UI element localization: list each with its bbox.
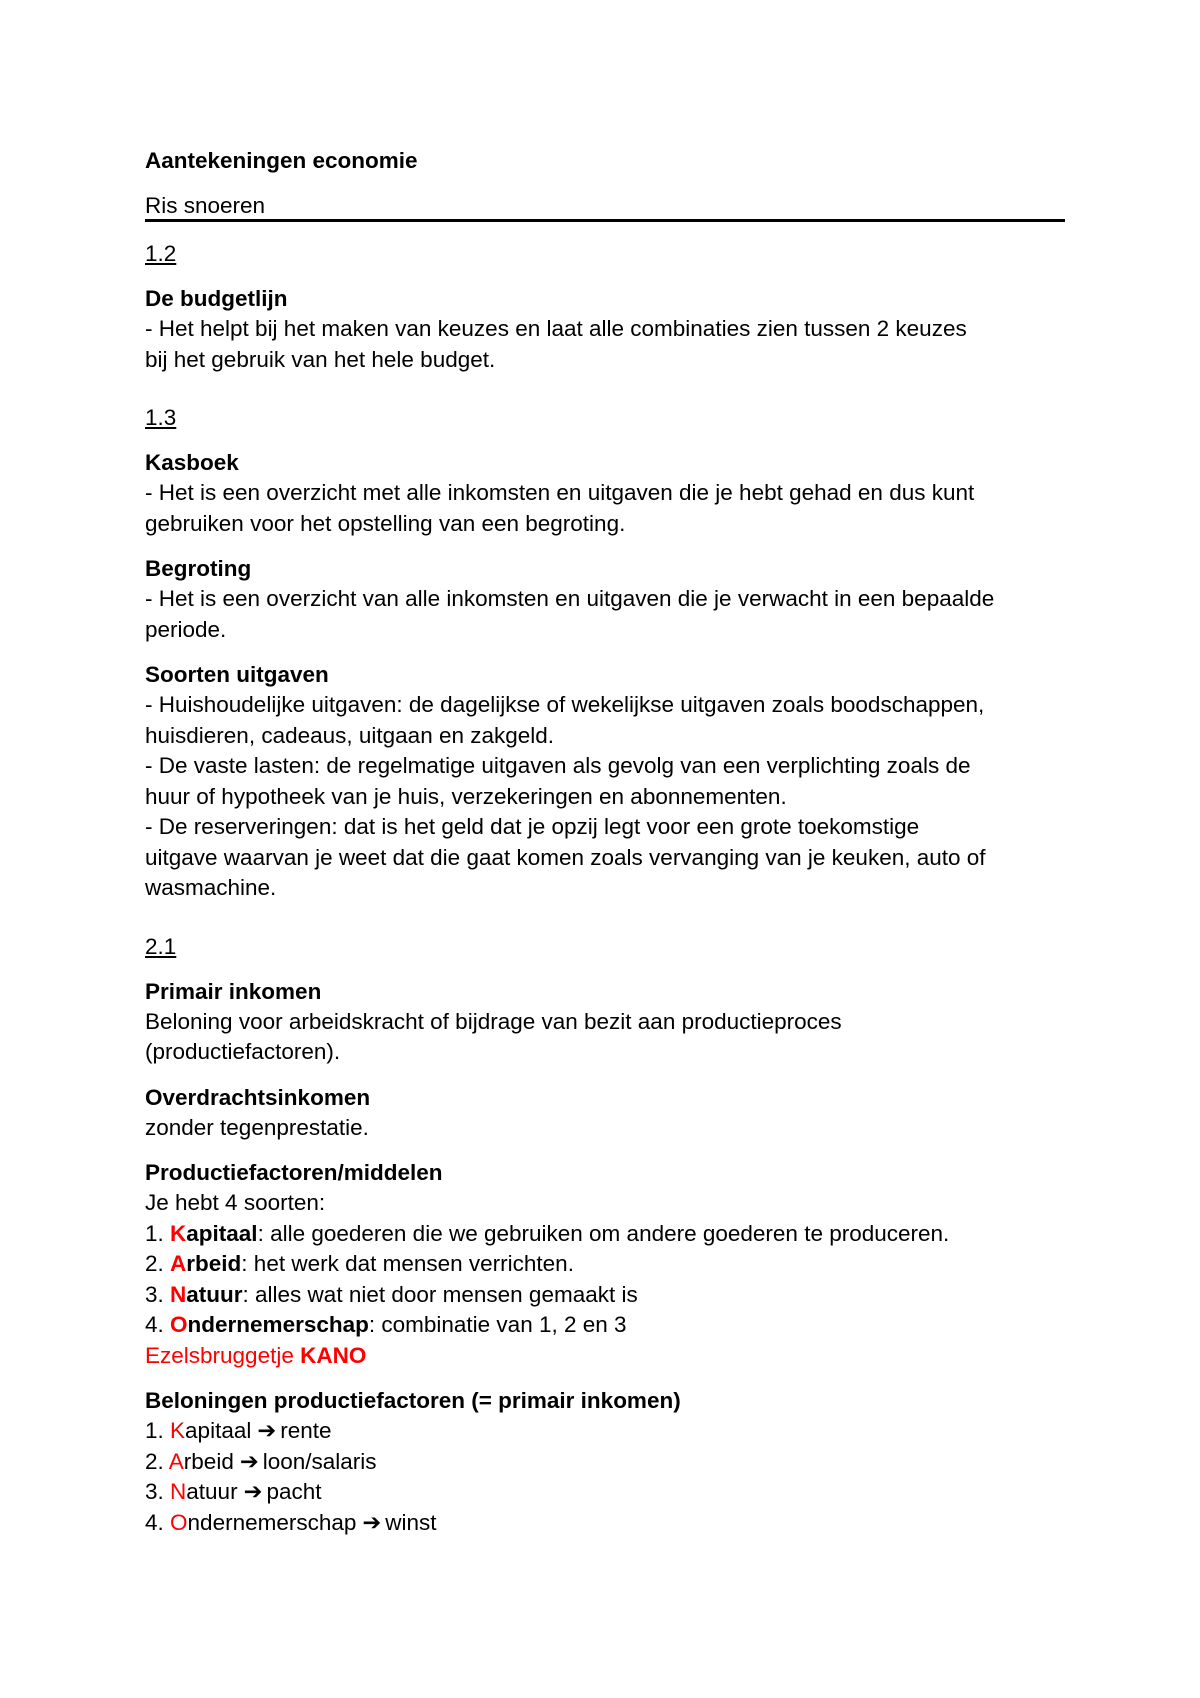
text-line: gebruiken voor het opstelling van een begroting. [145,510,626,536]
arrow-right-icon: ➔ [257,1418,277,1443]
text-line: wasmachine. [145,875,277,900]
section-number-1-2: 1.2 [145,241,177,266]
title-divider [145,219,1065,222]
heading-begroting: Begroting [145,556,252,581]
text-line: Beloning voor arbeidskracht of bijdrage van bezit aan productieproces [145,1008,842,1034]
arrow-right-icon: ➔ [239,1448,259,1474]
list-number: 2. [145,1448,169,1474]
initial-letter: O [170,1509,188,1535]
text-line: - De vaste lasten: de regelmatige uitgaven als gevolg van een verplichting zoals de [145,753,971,778]
block-productiefactoren [145,1158,1065,1371]
heading-beloningen: Beloningen productiefactoren (= primair inkomen) [145,1388,681,1413]
initial-letter: N [170,1479,187,1504]
list-number: 4. [145,1509,171,1535]
initial-letter: N [170,1281,187,1307]
block-overdrachtsinkomen [145,1083,1065,1144]
list-item [145,1416,1065,1447]
text-line: - Het helpt bij het maken van keuzes en laat alle combinaties zien tussen 2 keuzes [145,316,967,341]
block-budgetlijn [145,284,1065,375]
section-number-2-1: 2.1 [145,933,177,959]
factor-name: ndernemerschap [187,1312,369,1337]
factor-name: rbeid [186,1251,242,1276]
block-soorten-uitgaven [145,660,1065,904]
factor-name: ndernemerschap [187,1509,357,1535]
initial-letter: O [170,1312,188,1337]
factor-name: apitaal [186,1220,258,1246]
text-line: zonder tegenprestatie. [145,1114,369,1140]
list-item [145,1249,1065,1280]
text-line: - Het is een overzicht van alle inkomsten en uitgaven die je verwacht in een bepaalde [145,586,995,611]
mnemonic-line [145,1341,1065,1372]
list-number: 2. [145,1251,171,1276]
factor-name: apitaal [185,1418,252,1443]
text-line: uitgave waarvan je weet dat die gaat komen zoals vervanging van je keuken, auto of [145,844,986,870]
list-number: 3. [145,1479,171,1504]
arrow-right-icon: ➔ [243,1479,263,1504]
list-number: 1. [145,1220,171,1246]
list-item [145,1310,1065,1341]
factor-name: atuur [186,1479,238,1504]
list-item [145,1477,1065,1508]
block-begroting [145,554,1065,645]
text-line: - De reserveringen: dat is het geld dat je opzij legt voor een grote toekomstige [145,814,920,839]
heading-budgetlijn: De budgetlijn [145,286,288,311]
factor-description: : alle goederen die we gebruiken om andere goederen te produceren. [257,1220,950,1246]
mnemonic-prefix: Ezelsbruggetje [145,1342,301,1368]
text-line: (productiefactoren). [145,1039,341,1064]
list-item [145,1280,1065,1311]
document-title: Aantekeningen economie [145,148,418,173]
list-item [145,1447,1065,1478]
reward-name: rente [280,1418,332,1443]
list-number: 1. [145,1418,171,1443]
document-author: Ris snoeren [145,193,266,218]
initial-letter: A [168,1448,184,1474]
factor-name: atuur [186,1281,243,1307]
factor-description: : het werk dat mensen verrichten. [241,1251,574,1276]
block-beloningen [145,1386,1065,1538]
text-line: - Het is een overzicht met alle inkomsten en uitgaven die je hebt gehad en dus kunt [145,480,975,505]
section-number-1-3: 1.3 [145,405,177,430]
heading-productiefactoren: Productiefactoren/middelen [145,1160,443,1185]
text-line: Je hebt 4 soorten: [145,1190,326,1215]
text-line: periode. [145,616,227,642]
initial-letter: K [170,1220,187,1246]
list-number: 3. [145,1281,171,1307]
initial-letter: K [170,1418,186,1443]
heading-soorten-uitgaven: Soorten uitgaven [145,662,329,687]
reward-name: winst [385,1509,437,1535]
heading-primair-inkomen: Primair inkomen [145,978,322,1004]
heading-kasboek: Kasboek [145,450,239,475]
text-line: - Huishoudelijke uitgaven: de dagelijkse of wekelijkse uitgaven zoals boodschappen, [145,692,985,717]
text-line: huisdieren, cadeaus, uitgaan en zakgeld. [145,722,555,748]
list-item [145,1508,1065,1539]
factor-description: : alles wat niet door mensen gemaakt is [242,1281,638,1307]
arrow-right-icon: ➔ [362,1509,382,1535]
reward-name: pacht [266,1479,322,1504]
initial-letter: A [170,1251,187,1276]
mnemonic-word: KANO [300,1342,367,1368]
reward-name: loon/salaris [262,1448,377,1474]
factor-description: : combinatie van 1, 2 en 3 [368,1312,627,1337]
list-item [145,1219,1065,1250]
block-primair-inkomen [145,977,1065,1068]
text-line: huur of hypotheek van je huis, verzekeringen en abonnementen. [145,783,787,809]
block-kasboek [145,448,1065,539]
factor-name: rbeid [183,1448,234,1474]
heading-overdrachtsinkomen: Overdrachtsinkomen [145,1084,371,1110]
text-line: bij het gebruik van het hele budget. [145,346,496,372]
list-number: 4. [145,1312,171,1337]
document-body [145,239,1065,1553]
